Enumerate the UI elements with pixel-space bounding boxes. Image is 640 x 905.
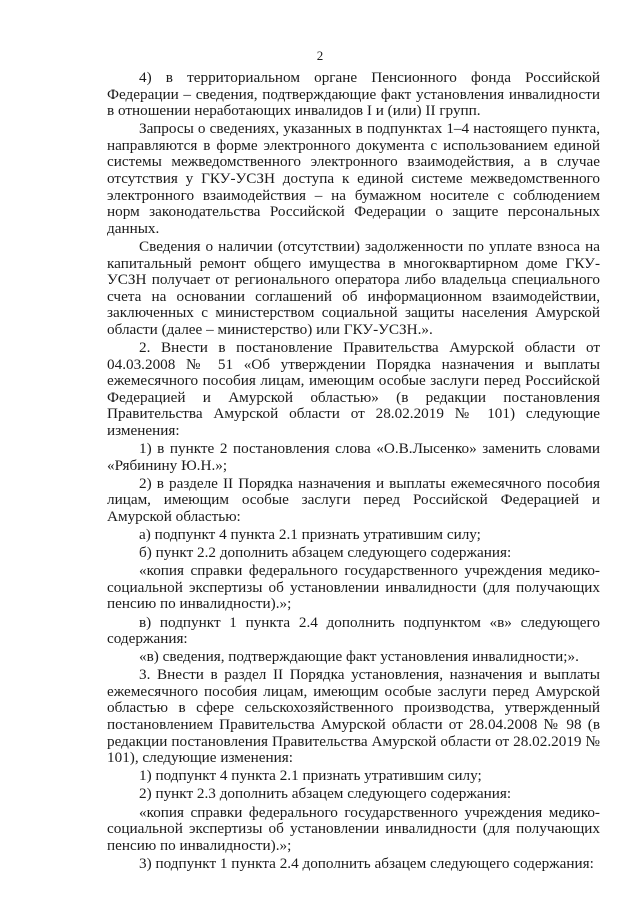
paragraph-section-2-amendments: 2. Внести в постановление Правительства Амурской области от 04.03.2008 № 51 «Об утверждении Порядка назначения и выплаты ежемесячного пособия лицам, имеющим особые заслуги перед Российской Федерацией и Амурской областью» (в редакции постановления Правительства Амурской области от 28.02.2019 № 101) следующие изменения: xyxy=(107,339,600,439)
paragraph-2-b-quote: «копия справки федерального государственного учреждения медико-социальной экспертизы об установлении инвалидности (для получающих пенсию по инвалидности).»; xyxy=(107,562,600,613)
paragraph-3-1: 1) подпункт 4 пункта 2.1 признать утратившим силу; xyxy=(139,767,482,785)
paragraph-2-b: б) пункт 2.2 дополнить абзацем следующего содержания: xyxy=(139,544,512,562)
paragraph-3-3: 3) подпункт 1 пункта 2.4 дополнить абзацем следующего содержания: xyxy=(139,854,594,872)
paragraph-2-2-section-ii: 2) в разделе II Порядка назначения и выплаты ежемесячного пособия лицам, имеющим особые заслуги перед Российской Федерацией и Амурской областью: xyxy=(107,474,600,525)
paragraph-2-a: а) подпункт 4 пункта 2.1 признать утратившим силу; xyxy=(139,526,481,544)
page-number: 2 xyxy=(316,48,324,63)
paragraph-3-2-quote: «копия справки федерального государственного учреждения медико-социальной экспертизы об установлении инвалидности (для получающих пенсию по инвалидности).»; xyxy=(107,803,600,854)
paragraph-section-3-amendments: 3. Внести в раздел II Порядка установления, назначения и выплаты ежемесячного пособия лицам, имеющим особые заслуги перед Амурской областью в сфере сельскохозяйственного производства, утвержденный постановлением Правительства Амурской области от 28.04.2008 № 98 (в редакции постановления Правительства Амурской области от 28.02.2019 № 101), следующие изменения: xyxy=(107,666,600,767)
paragraph-2-v: в) подпункт 1 пункта 2.4 дополнить подпунктом «в» следующего содержания: xyxy=(107,613,600,648)
paragraph-requests-sending: Запросы о сведениях, указанных в подпунктах 1–4 настоящего пункта, направляются в форме электронного документа с использованием единой системы межведомственного электронного взаимодействия, а в случае отсутствия у ГКУ-УСЗН доступа к единой системе межведомственного электронного взаимодействия – на бумажном носителе с соблюдением норм законодательства Российской Федерации о защите персональных данных. xyxy=(107,120,600,237)
document-body xyxy=(107,70,600,874)
paragraph-capital-repair-debt: Сведения о наличии (отсутствии) задолженности по уплате взноса на капитальный ремонт общего имущества в многоквартирном доме ГКУ-УСЗН получает от регионального оператора либо владельца специального счета на основании соглашений об информационном взаимодействии, заключенных с министерством социальной защиты населения Амурской области (далее – министерство) или ГКУ-УСЗН.». xyxy=(107,237,600,338)
paragraph-2-v-quote: «в) сведения, подтверждающие факт установления инвалидности;». xyxy=(139,648,579,666)
paragraph-2-1-rename: 1) в пункте 2 постановления слова «О.В.Лысенко» заменить словами «Рябинину Ю.Н.»; xyxy=(107,440,600,474)
paragraph-3-2: 2) пункт 2.3 дополнить абзацем следующего содержания: xyxy=(139,785,512,803)
paragraph-item-4: 4) в территориальном органе Пенсионного фонда Российской Федерации – сведения, подтверждающие факт установления инвалидности в отношении неработающих инвалидов I и (или) II групп. xyxy=(107,69,600,120)
